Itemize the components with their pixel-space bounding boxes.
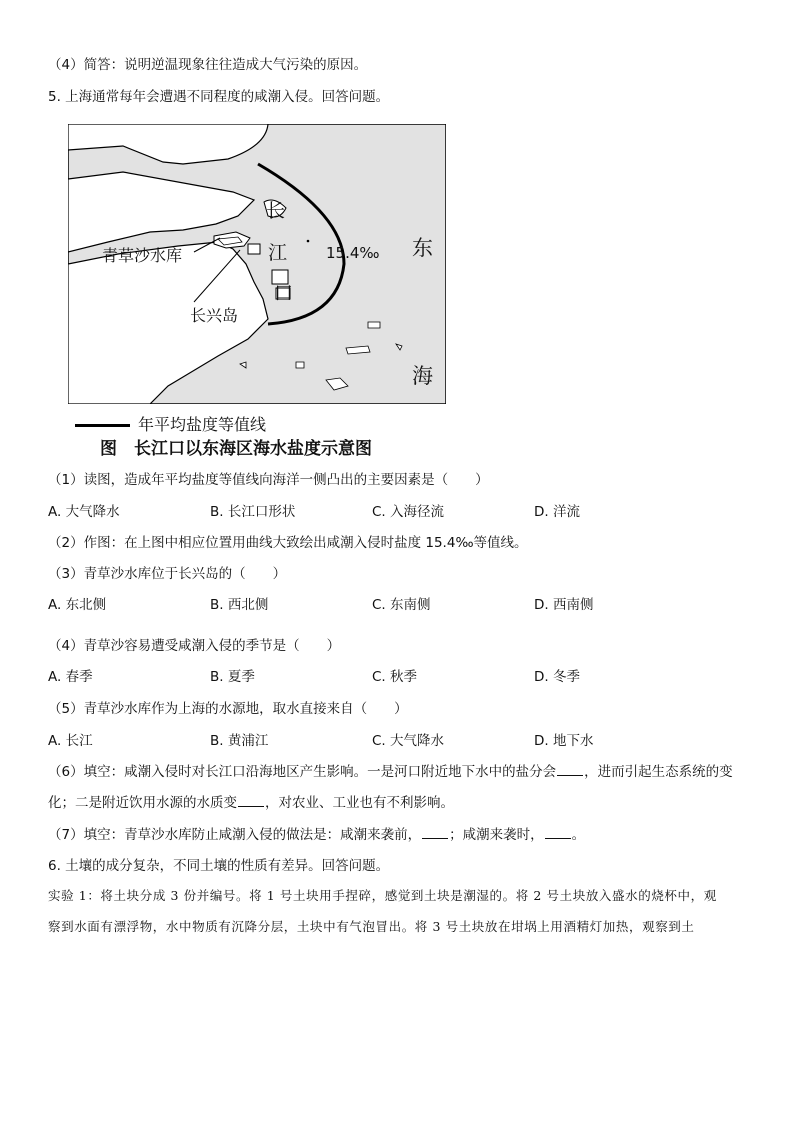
q6-line-1 [48, 763, 733, 781]
q7-text-1: （7）填空：青草沙水库防止咸潮入侵的做法是：咸潮来袭前， [48, 827, 422, 843]
label-jiang: 江 [268, 242, 288, 264]
experiment-line-1: 实验 1：将土块分成 3 份并编号。将 1 号土块用手捏碎，感觉到土块是潮湿的。将 2 号土块放入盛水的烧杯中，观 [48, 888, 717, 903]
q1-stem: （1）读图，造成年平均盐度等值线向海洋一侧凸出的主要因素是（ ） [48, 472, 489, 488]
island-label: 长兴岛 [190, 306, 239, 325]
q3-option-b[interactable]: B. 西北侧 [210, 597, 269, 613]
q4-option-d[interactable]: D. 冬季 [534, 669, 580, 685]
q6-text-1: （6）填空：咸潮入侵时对长江口沿海地区产生影响。一是河口附近地下水中的盐分会 [48, 764, 557, 780]
q6-blank-1[interactable] [557, 763, 583, 776]
q1-option-b[interactable]: B. 长江口形状 [210, 504, 296, 520]
q1-option-d[interactable]: D. 洋流 [534, 504, 580, 520]
q7-line [48, 826, 585, 844]
label-chang: 长 [266, 200, 286, 222]
label-kou: 口 [274, 282, 294, 304]
islet-7 [296, 362, 304, 368]
legend-text: 年平均盐度等值线 [138, 415, 267, 434]
q5-option-c[interactable]: C. 大气降水 [372, 733, 445, 749]
q4-option-a[interactable]: A. 春季 [48, 669, 93, 685]
leader-lines [190, 228, 250, 308]
q7-text-3: 。 [571, 827, 586, 843]
question-6-intro: 6. 土壤的成分复杂，不同土壤的性质有差异。回答问题。 [48, 858, 390, 874]
legend-line-symbol [75, 424, 130, 427]
reservoir-label: 青草沙水库 [102, 246, 183, 265]
islet-5 [368, 322, 380, 328]
q5-option-b[interactable]: B. 黄浦江 [210, 733, 269, 749]
q3-option-c[interactable]: C. 东南侧 [372, 597, 431, 613]
q1-option-a[interactable]: A. 大气降水 [48, 504, 120, 520]
q4-option-b[interactable]: B. 夏季 [210, 669, 255, 685]
q1-option-c[interactable]: C. 入海径流 [372, 504, 445, 520]
q7-blank-1[interactable] [422, 826, 448, 839]
dot [307, 240, 310, 243]
q7-text-2: ；咸潮来袭时， [449, 827, 544, 843]
experiment-line-2: 察到水面有漂浮物，水中物质有沉降分层，土块中有气泡冒出。将 3 号土块放在坩埚上用酒精灯加热，观察到土 [48, 919, 695, 934]
q3-stem: （3）青草沙水库位于长兴岛的（ ） [48, 566, 287, 582]
question-5-intro: 5. 上海通常每年会遭遇不同程度的咸潮入侵。回答问题。 [48, 89, 390, 105]
map-caption: 图 长江口以东海区海水盐度示意图 [100, 439, 372, 459]
q3-option-a[interactable]: A. 东北侧 [48, 597, 107, 613]
q4-stem: （4）青草沙容易遭受咸潮入侵的季节是（ ） [48, 638, 341, 654]
previous-question-4: （4）简答：说明逆温现象往往造成大气污染的原因。 [48, 57, 368, 73]
q6-text-3: 化；二是附近饮用水源的水质变 [48, 795, 237, 811]
q6-blank-2[interactable] [238, 794, 264, 807]
map-connector [250, 244, 262, 256]
q6-line-2 [48, 794, 454, 812]
q3-option-d[interactable]: D. 西南侧 [534, 597, 594, 613]
q4-option-c[interactable]: C. 秋季 [372, 669, 418, 685]
q2-stem: （2）作图：在上图中相应位置用曲线大致绘出咸潮入侵时盐度 15.4‰等值线。 [48, 535, 528, 551]
q6-text-2: ，进而引起生态系统的变 [584, 764, 733, 780]
map-legend [75, 412, 266, 435]
q6-text-4: ，对农业、工业也有不利影响。 [265, 795, 454, 811]
label-dong: 东 [412, 236, 433, 260]
q7-blank-2[interactable] [545, 826, 571, 839]
label-hai: 海 [412, 364, 433, 388]
isoline-value-label: 15.4‰ [326, 244, 380, 262]
q5-option-d[interactable]: D. 地下水 [534, 733, 594, 749]
q5-option-a[interactable]: A. 长江 [48, 733, 93, 749]
q5-stem: （5）青草沙水库作为上海的水源地，取水直接来自（ ） [48, 701, 408, 717]
